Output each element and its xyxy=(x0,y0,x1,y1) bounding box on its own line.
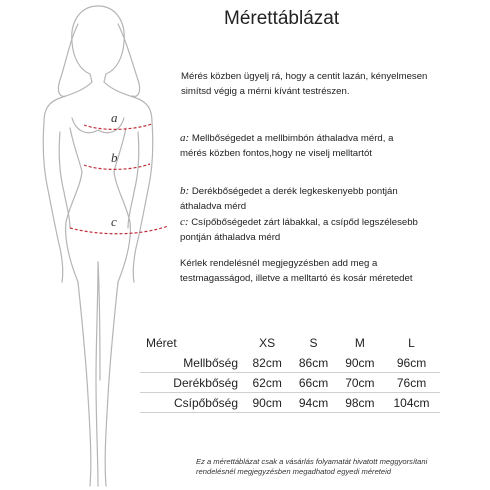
header-size: Méret xyxy=(146,336,177,350)
table-row xyxy=(140,353,440,373)
row-label: Csípőbőség xyxy=(173,395,238,410)
header-s: S xyxy=(309,336,318,350)
size-table xyxy=(140,333,440,413)
instruction-a-label: a: xyxy=(180,132,190,144)
table-cell: 98cm xyxy=(345,395,375,410)
table-cell: 82cm xyxy=(252,355,282,370)
table-cell: 104cm xyxy=(393,395,430,410)
figure-label-a: a xyxy=(111,110,118,125)
instruction-a-text: Mellbőségedet a mellbimbón áthaladva mérd, a mérés közben fontos,hogy ne viselj melltartót xyxy=(180,133,394,159)
table-cell: 96cm xyxy=(396,355,427,370)
instruction-b xyxy=(180,184,420,214)
measure-line-c xyxy=(70,226,168,234)
header-xs: XS xyxy=(259,336,276,350)
row-label: Derékbőség xyxy=(173,375,238,390)
table-cell: 86cm xyxy=(298,355,329,370)
table-cell: 62cm xyxy=(252,375,282,390)
figure-label-b: b xyxy=(111,150,118,165)
page-title: Mérettáblázat xyxy=(224,8,340,29)
instruction-b-label: b: xyxy=(180,185,190,197)
header-l: L xyxy=(408,336,415,350)
order-note: Kérlek rendelésnél megjegyzésben add meg a testmagasságod, illetve a melltartó és kosár méretedet xyxy=(180,258,413,284)
table-cell: 94cm xyxy=(298,395,329,410)
intro-text: Mérés közben ügyelj rá, hogy a centit lazán, kényelmesen simítsd végig a mérni kívánt testrészen. xyxy=(181,71,428,97)
header-m: M xyxy=(354,336,365,350)
row-label: Mellbőség xyxy=(183,355,238,370)
figure-label-c: c xyxy=(111,214,117,229)
table-cell: 76cm xyxy=(396,375,427,390)
instruction-a xyxy=(180,131,420,161)
size-table-header xyxy=(140,333,440,353)
table-cell: 70cm xyxy=(345,375,375,390)
table-cell: 90cm xyxy=(252,395,282,410)
table-row xyxy=(140,393,440,413)
footer-note: Ez a mérettáblázat csak a vásárlás folyamatát hivatott meggyorsítani rendelésnél megjegyzésben megadhatod egyedi méreteid xyxy=(196,457,428,477)
table-row xyxy=(140,373,440,393)
table-cell: 66cm xyxy=(298,375,329,390)
instruction-b-text: Derékbőségedet a derék legkeskenyebb pontján áthaladva mérd xyxy=(180,186,398,212)
table-cell: 90cm xyxy=(345,355,375,370)
body-outline-figure xyxy=(0,0,200,490)
instruction-c-label: c: xyxy=(180,216,189,228)
instruction-c-text: Csípőbőségedet zárt lábakkal, a csípőd legszélesebb pontján áthaladva mérd xyxy=(180,217,418,243)
instruction-c xyxy=(180,215,425,245)
